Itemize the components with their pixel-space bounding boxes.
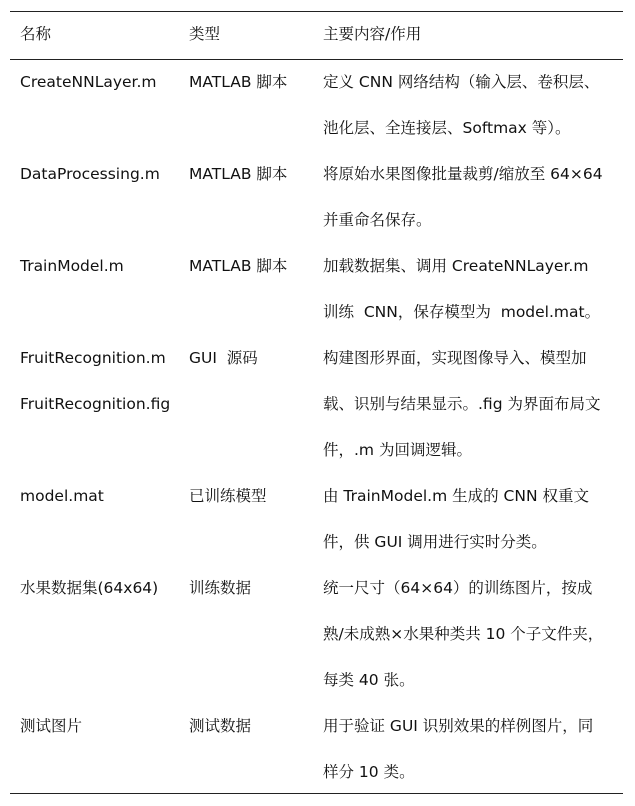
cell-desc-line: 池化层、全连接层、Softmax 等）。 — [323, 119, 571, 137]
cell-type: 测试数据 — [189, 717, 252, 735]
cell-type: 已训练模型 — [189, 487, 267, 505]
cell-desc-line: 并重命名保存。 — [323, 211, 432, 229]
header-type: 类型 — [189, 25, 221, 43]
cell-desc-line: 加载数据集、调用 CreateNNLayer.m — [323, 257, 589, 275]
cell-desc-line: 载、识别与结果显示。.fig 为界面布局文 — [323, 395, 601, 413]
cell-desc-line: 定义 CNN 网络结构（输入层、卷积层、 — [323, 73, 600, 91]
cell-desc-line: 将原始水果图像批量裁剪/缩放至 64×64 — [323, 165, 603, 183]
cell-name: TrainModel.m — [20, 257, 124, 275]
cell-type: GUI 源码 — [189, 349, 258, 367]
table-header-row — [0, 11, 635, 59]
cell-name: FruitRecognition.m FruitRecognition.fig — [20, 349, 171, 413]
header-name: 名称 — [20, 25, 52, 43]
cell-desc-line: 每类 40 张。 — [323, 671, 415, 689]
cell-type: MATLAB 脚本 — [189, 165, 288, 183]
cell-name: DataProcessing.m — [20, 165, 160, 183]
cell-desc-line: 构建图形界面，实现图像导入、模型加 — [323, 349, 587, 367]
cell-desc-line: 统一尺寸（64×64）的训练图片，按成 — [323, 579, 593, 597]
cell-desc-line: 件，.m 为回调逻辑。 — [323, 441, 472, 459]
cell-desc-line: 训练 CNN，保存模型为 model.mat。 — [323, 303, 601, 321]
cell-desc-line: 样分 10 类。 — [323, 763, 415, 781]
cell-type: MATLAB 脚本 — [189, 257, 288, 275]
cell-name: model.mat — [20, 487, 104, 505]
cell-name: 水果数据集(64x64) — [20, 579, 159, 597]
cell-type: MATLAB 脚本 — [189, 73, 288, 91]
cell-desc-line: 用于验证 GUI 识别效果的样例图片，同 — [323, 717, 594, 735]
table-bottom-rule — [10, 793, 623, 794]
cell-name: 测试图片 — [20, 717, 83, 735]
cell-type: 训练数据 — [189, 579, 252, 597]
cell-desc-line: 熟/未成熟×水果种类共 10 个子文件夹， — [323, 625, 604, 643]
cell-name: CreateNNLayer.m — [20, 73, 157, 91]
cell-desc-line: 件，供 GUI 调用进行实时分类。 — [323, 533, 547, 551]
header-description: 主要内容/作用 — [323, 25, 422, 43]
cell-desc-line: 由 TrainModel.m 生成的 CNN 权重文 — [323, 487, 589, 505]
